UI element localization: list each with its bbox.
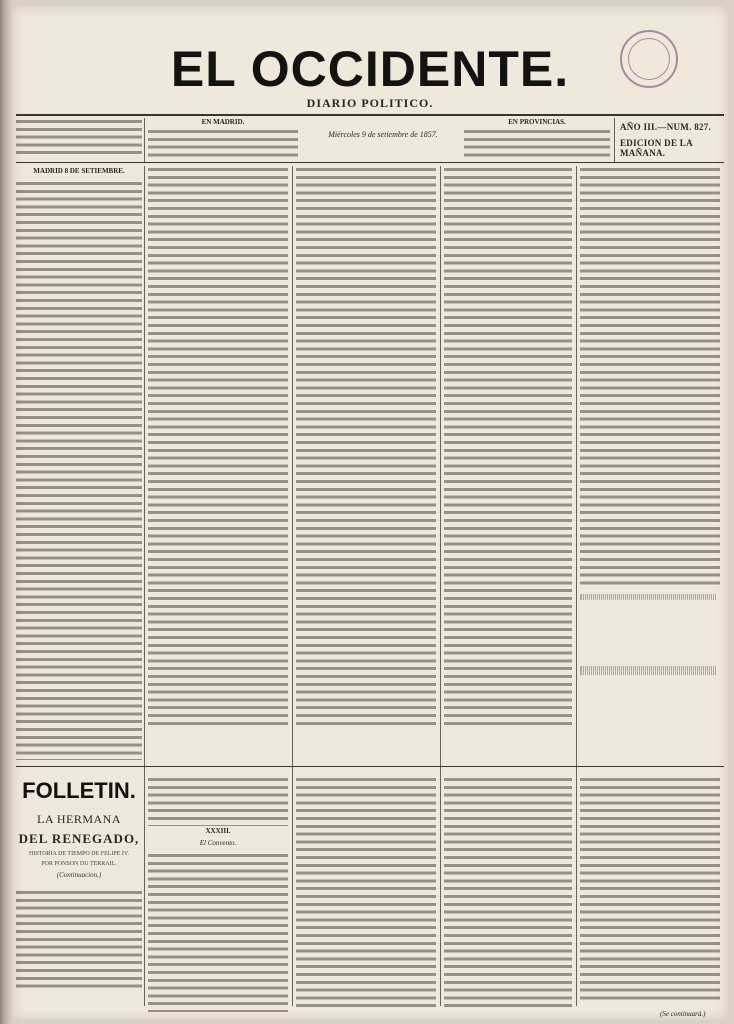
subscription-terms-left — [16, 118, 142, 164]
table-block-2 — [580, 666, 720, 675]
folletin-column-2 — [148, 776, 288, 1012]
folletin-continuation: (Continuacion.) — [56, 871, 102, 879]
masthead-title: EL OCCIDENTE. — [170, 41, 570, 97]
folletin-work-title-1: LA HERMANA — [36, 812, 121, 826]
edition-label: EDICION DE LA MAÑANA. — [620, 138, 693, 158]
subscription-provincias — [464, 118, 610, 164]
folletin-author: POR PONSON DU TERRAIL. — [41, 861, 117, 867]
subscription-madrid — [148, 118, 298, 164]
column-1 — [16, 166, 142, 762]
column-1-heading: MADRID 8 DE SETIEMBRE. — [33, 167, 125, 175]
column-divider — [576, 166, 577, 1006]
column-2 — [148, 166, 288, 726]
binding-gutter — [0, 0, 12, 1024]
column-divider — [144, 166, 145, 1006]
column-5 — [580, 166, 720, 586]
continuation-note: (Se continuará.) — [660, 1010, 706, 1018]
table-block-1 — [580, 594, 720, 600]
header-bottom-rule — [16, 162, 724, 163]
folletin-title: FOLLETIN. — [22, 778, 136, 803]
provincias-label: EN PROVINCIAS. — [508, 118, 566, 126]
column-3 — [296, 166, 436, 726]
header-top-rule — [16, 114, 724, 116]
madrid-label: EN MADRID. — [201, 118, 245, 126]
folletin-work-title-2: DEL RENEGADO, — [18, 831, 140, 846]
masthead-subtitle: DIARIO POLITICO. — [306, 96, 434, 110]
newspaper-page — [12, 6, 728, 1020]
folletin-subtitle: HISTORIA DE TIEMPO DE FELIPE IV. — [28, 851, 129, 857]
folletin-header — [16, 774, 142, 1020]
folletin-column-5 — [580, 776, 720, 1002]
folletin-rule — [16, 766, 724, 767]
column-divider — [440, 166, 441, 1006]
chapter-number: XXXIII. — [205, 827, 231, 835]
folletin-column-4 — [444, 776, 572, 1012]
column-divider — [292, 166, 293, 1006]
folletin-column-3 — [296, 776, 436, 1012]
header-divider — [614, 118, 615, 162]
chapter-title: El Convento. — [199, 838, 237, 847]
header-divider — [144, 118, 145, 162]
column-4 — [444, 166, 572, 726]
issue-number: AÑO III.—NUM. 827. — [620, 122, 712, 132]
issue-date: Miércoles 9 de setiembre de 1857. — [328, 130, 438, 139]
